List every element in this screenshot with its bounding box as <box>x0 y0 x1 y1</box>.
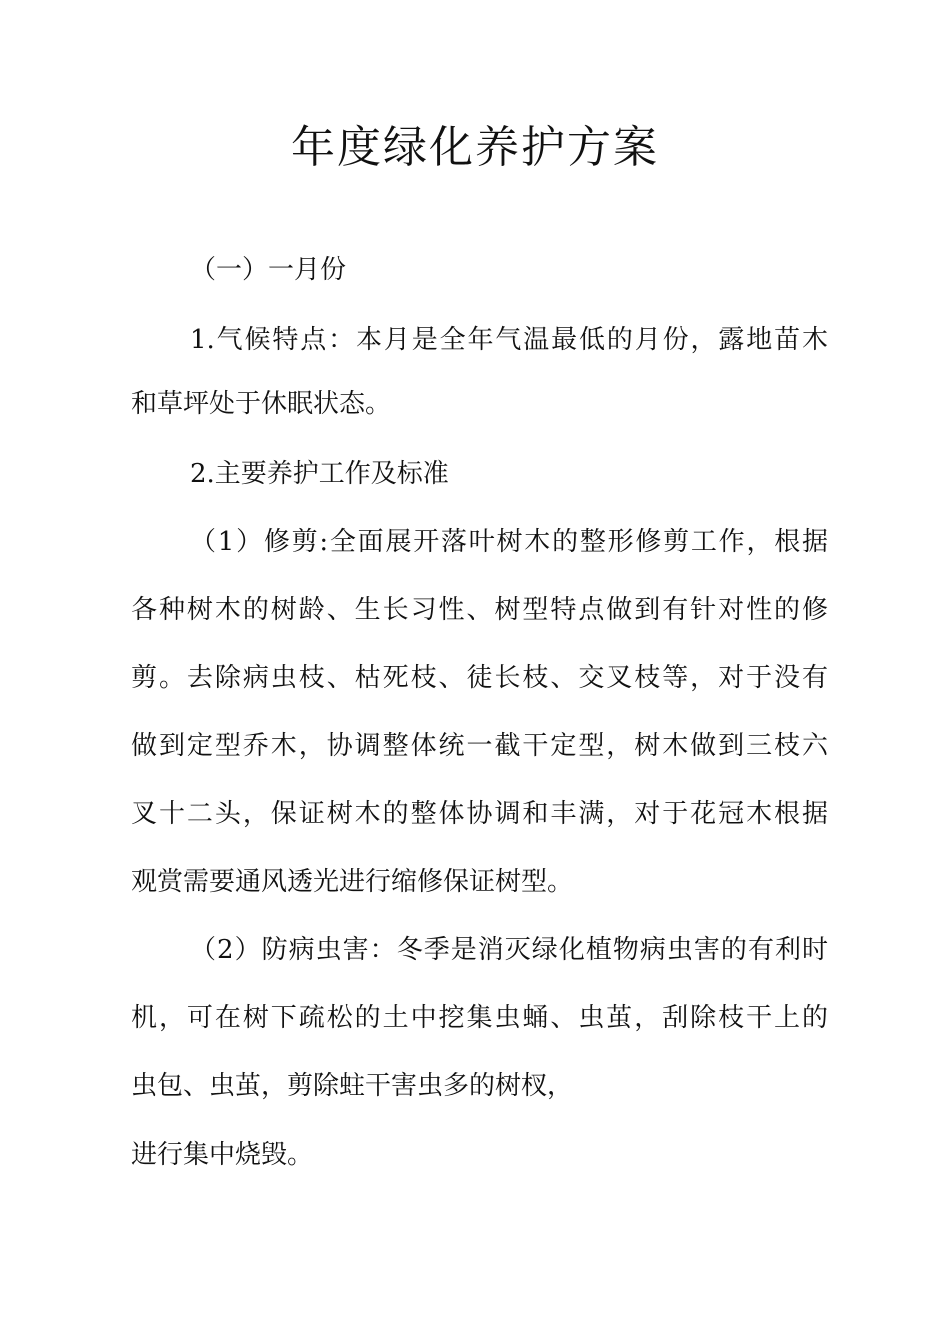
paragraph-line: 剪。去除病虫枝、枯死枝、徒长枝、交叉枝等，对于没有 <box>131 663 828 693</box>
paragraph-line: 虫包、虫茧，剪除蛀干害虫多的树杈， <box>131 1071 574 1101</box>
paragraph-line: 机，可在树下疏松的土中挖集虫蛹、虫茧，刮除枝干上的 <box>131 1003 828 1033</box>
subheading-main-work: 2.主要养护工作及标准 <box>190 459 449 489</box>
paragraph-line: 1.气候特点：本月是全年气温最低的月份，露地苗木 <box>190 325 828 355</box>
paragraph-line: 做到定型乔木，协调整体统一截干定型，树木做到三枝六 <box>131 731 828 761</box>
paragraph-line: 和草坪处于休眠状态。 <box>131 389 392 419</box>
paragraph-line: 各种树木的树龄、生长习性、树型特点做到有针对性的修 <box>131 595 828 625</box>
paragraph-line: 进行集中烧毁。 <box>131 1140 314 1170</box>
paragraph-line: 叉十二头，保证树木的整体协调和丰满，对于花冠木根据 <box>131 799 828 829</box>
document-title: 年度绿化养护方案 <box>291 122 659 173</box>
paragraph-line: （1）修剪:全面展开落叶树木的整形修剪工作，根据 <box>190 527 828 557</box>
paragraph-line: 观赏需要通风透光进行缩修保证树型。 <box>131 867 574 897</box>
section-heading-january: （一）一月份 <box>190 255 347 285</box>
paragraph-line: （2）防病虫害：冬季是消灭绿化植物病虫害的有利时 <box>190 935 828 965</box>
